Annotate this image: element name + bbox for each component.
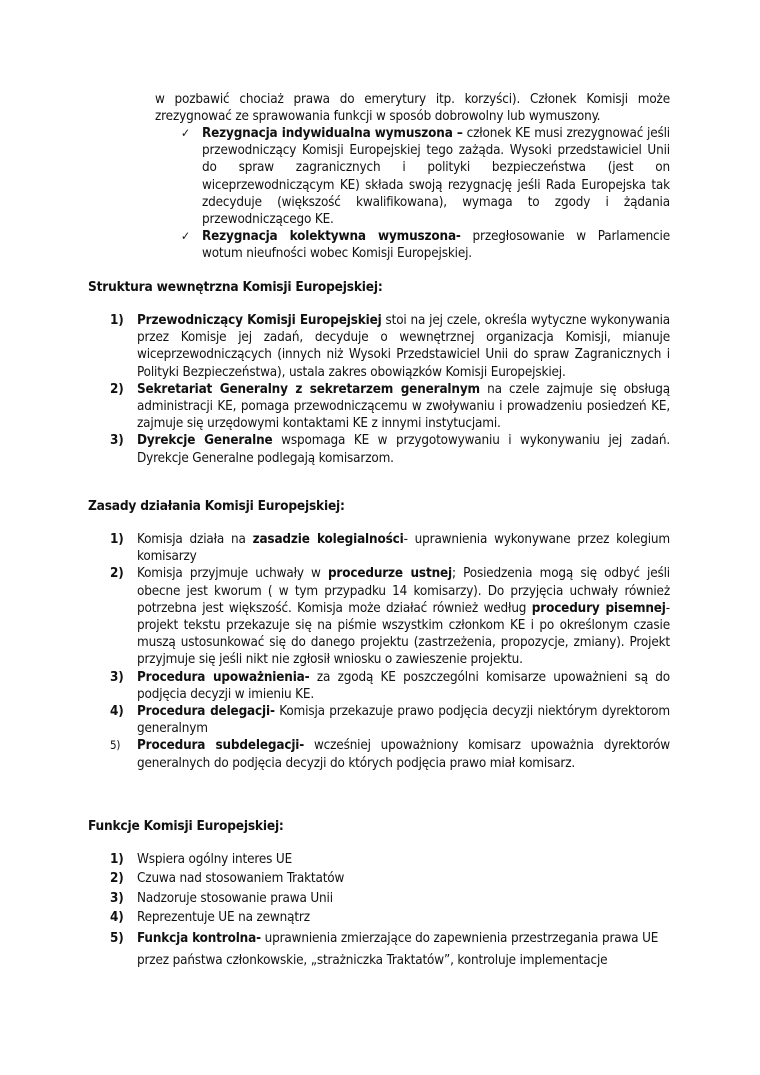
list-item-bold: Procedura delegacji- xyxy=(137,704,275,720)
list-number: 3) xyxy=(110,890,124,906)
list-item-text: Czuwa nad stosowaniem Traktatów xyxy=(137,871,345,887)
list-item xyxy=(110,869,670,888)
list-item-pre: Komisja przyjmuje uchwały w xyxy=(137,566,328,582)
list-item xyxy=(110,703,670,737)
section-heading-structure: Struktura wewnętrzna Komisji Europejskiej: xyxy=(88,279,383,295)
list-number: 3) xyxy=(110,433,124,449)
list-item xyxy=(110,565,670,668)
list-item-text: Reprezentuje UE na zewnątrz xyxy=(137,910,310,926)
list-number: 2) xyxy=(110,566,124,582)
list-item-text: - uprawnienia wykonywane przez kolegium komisarzy xyxy=(137,532,670,565)
list-item xyxy=(110,312,670,381)
list-item-bold: Procedura subdelegacji- xyxy=(137,738,305,754)
checkmark-icon: ✓ xyxy=(181,126,190,140)
list-item-pre: Komisja działa na xyxy=(137,532,253,547)
list-number: 1) xyxy=(110,532,124,547)
list-item-text: za zgodą KE poszczególni komisarze upoważnieni są do podjęcia decyzji w imieniu KE. xyxy=(137,669,670,702)
list-number: 4) xyxy=(110,704,124,720)
list-item xyxy=(110,432,670,466)
section-heading-principles: Zasady działania Komisji Europejskiej: xyxy=(88,498,345,514)
list-item xyxy=(110,531,670,565)
list-number: 1) xyxy=(110,852,124,867)
list-item-bold: Przewodniczący Komisji Europejskiej xyxy=(137,313,382,328)
list-number: 4) xyxy=(110,910,124,926)
section-heading-functions: Funkcje Komisji Europejskiej: xyxy=(88,818,284,834)
list-item xyxy=(110,737,670,771)
list-item-bold: Dyrekcje Generalne xyxy=(137,433,273,449)
list-number: 3) xyxy=(110,669,124,685)
list-item-text: stoi na jej czele, określa wytyczne wykonywania przez Komisje jej zadań, decyduje o wewnętrznej organizacja Komisji, mianuje wiceprzewodniczących (innych niż Wysoki Przedstawiciel Unii do spraw Zagranicznych i Polityki Bezpieczeństwa), ustala zakres obowiązków Komisji Europejskiej. xyxy=(137,313,670,380)
check-item-bold: Rezygnacja kolektywna wymuszona- xyxy=(202,229,461,245)
list-item-text: Nadzoruje stosowanie prawa Unii xyxy=(137,890,333,906)
list-item-bold: procedury pisemnej xyxy=(531,600,666,616)
check-item xyxy=(178,228,670,262)
list-item-text: wspomaga KE w przygotowywaniu i wykonywaniu jej zadań. Dyrekcje Generalne podlegają komisarzom. xyxy=(137,433,671,466)
checkmark-icon: ✓ xyxy=(181,229,190,244)
list-item-bold: zasadzie kolegialności xyxy=(252,532,404,547)
check-item-text: członek KE musi zrezygnować jeśli przewodniczący Komisji Europejskiej tego zażąda. Wysoki przedstawiciel Unii do spraw zagranicznych i polityki bezpieczeństwa (jest on wiceprzewodniczącym KE) składa swoją rezygnację jeśli Rada Europejska tak zdecyduje (większość kwalifikowana), wymaga to zgody i żądania przewodniczącego KE. xyxy=(202,126,670,228)
check-item xyxy=(178,125,670,228)
list-item-text: ; Posiedzenia mogą się odbyć jeśli obecne jest kworum ( w tym przypadku 14 komisarzy). Do przyjęcia uchwały również potrzebna jest większość. Komisja może działać również według xyxy=(137,566,670,616)
list-item xyxy=(110,928,670,972)
list-number: 5) xyxy=(110,738,121,753)
list-item-text: uprawnienia zmierzające do zapewnienia przestrzegania prawa UE przez państwa członkowskie, „strażniczka Traktatów”, kontroluje implementacje xyxy=(137,930,659,968)
list-item xyxy=(110,381,670,433)
list-item-text: Komisja przekazuje prawo podjęcia decyzji niektórym dyrektorom generalnym xyxy=(137,704,670,737)
list-item xyxy=(110,850,670,869)
principles-list xyxy=(110,531,670,772)
list-item-text: Wspiera ogólny interes UE xyxy=(137,852,293,867)
list-item xyxy=(110,669,670,703)
check-item-bold: Rezygnacja indywidualna wymuszona – xyxy=(202,126,463,141)
list-item-bold: Procedura upoważnienia- xyxy=(137,669,310,685)
list-item xyxy=(110,908,670,927)
functions-list xyxy=(110,850,670,972)
list-item-text: wcześniej upoważniony komisarz upoważnia dyrektorów generalnych do podjęcia decyzji do których podjęcia prawo miał komisarz. xyxy=(137,738,670,771)
list-item-bold: Funkcja kontrolna- xyxy=(137,930,261,946)
list-item xyxy=(110,889,670,908)
check-item-text: przegłosowanie w Parlamencie wotum nieufności wobec Komisji Europejskiej. xyxy=(202,229,670,262)
list-number: 2) xyxy=(110,381,124,397)
list-item-bold: Sekretariat Generalny z sekretarzem generalnym xyxy=(137,381,480,397)
list-item-text: - projekt tekstu przekazuje się na piśmie wszystkim członkom KE i po określonym czasie muszą ustosunkować się do danego projektu (zastrzeżenia, propozycje, zmiany). Projekt przyjmuje się jeśli nikt nie zgłosił wniosku o zawieszenie projektu. xyxy=(137,600,670,668)
list-number: 1) xyxy=(110,313,124,328)
list-item-text: na czele zajmuje się obsługą administracji KE, pomaga przewodniczącemu w zwoływaniu i prowadzeniu posiedzeń KE, zajmuje się urzędowymi kontaktami KE z innymi instytucjami. xyxy=(137,381,670,432)
list-number: 2) xyxy=(110,871,124,887)
list-item-bold: procedurze ustnej xyxy=(327,566,452,582)
structure-list xyxy=(110,312,670,467)
resignation-checklist xyxy=(178,125,670,263)
list-number: 5) xyxy=(110,930,124,946)
intro-paragraph: w pozbawić chociaż prawa do emerytury itp. korzyści). Członek Komisji może zrezygnować ze sprawowania funkcji w sposób dobrowolny lub wymuszony. xyxy=(155,92,670,125)
